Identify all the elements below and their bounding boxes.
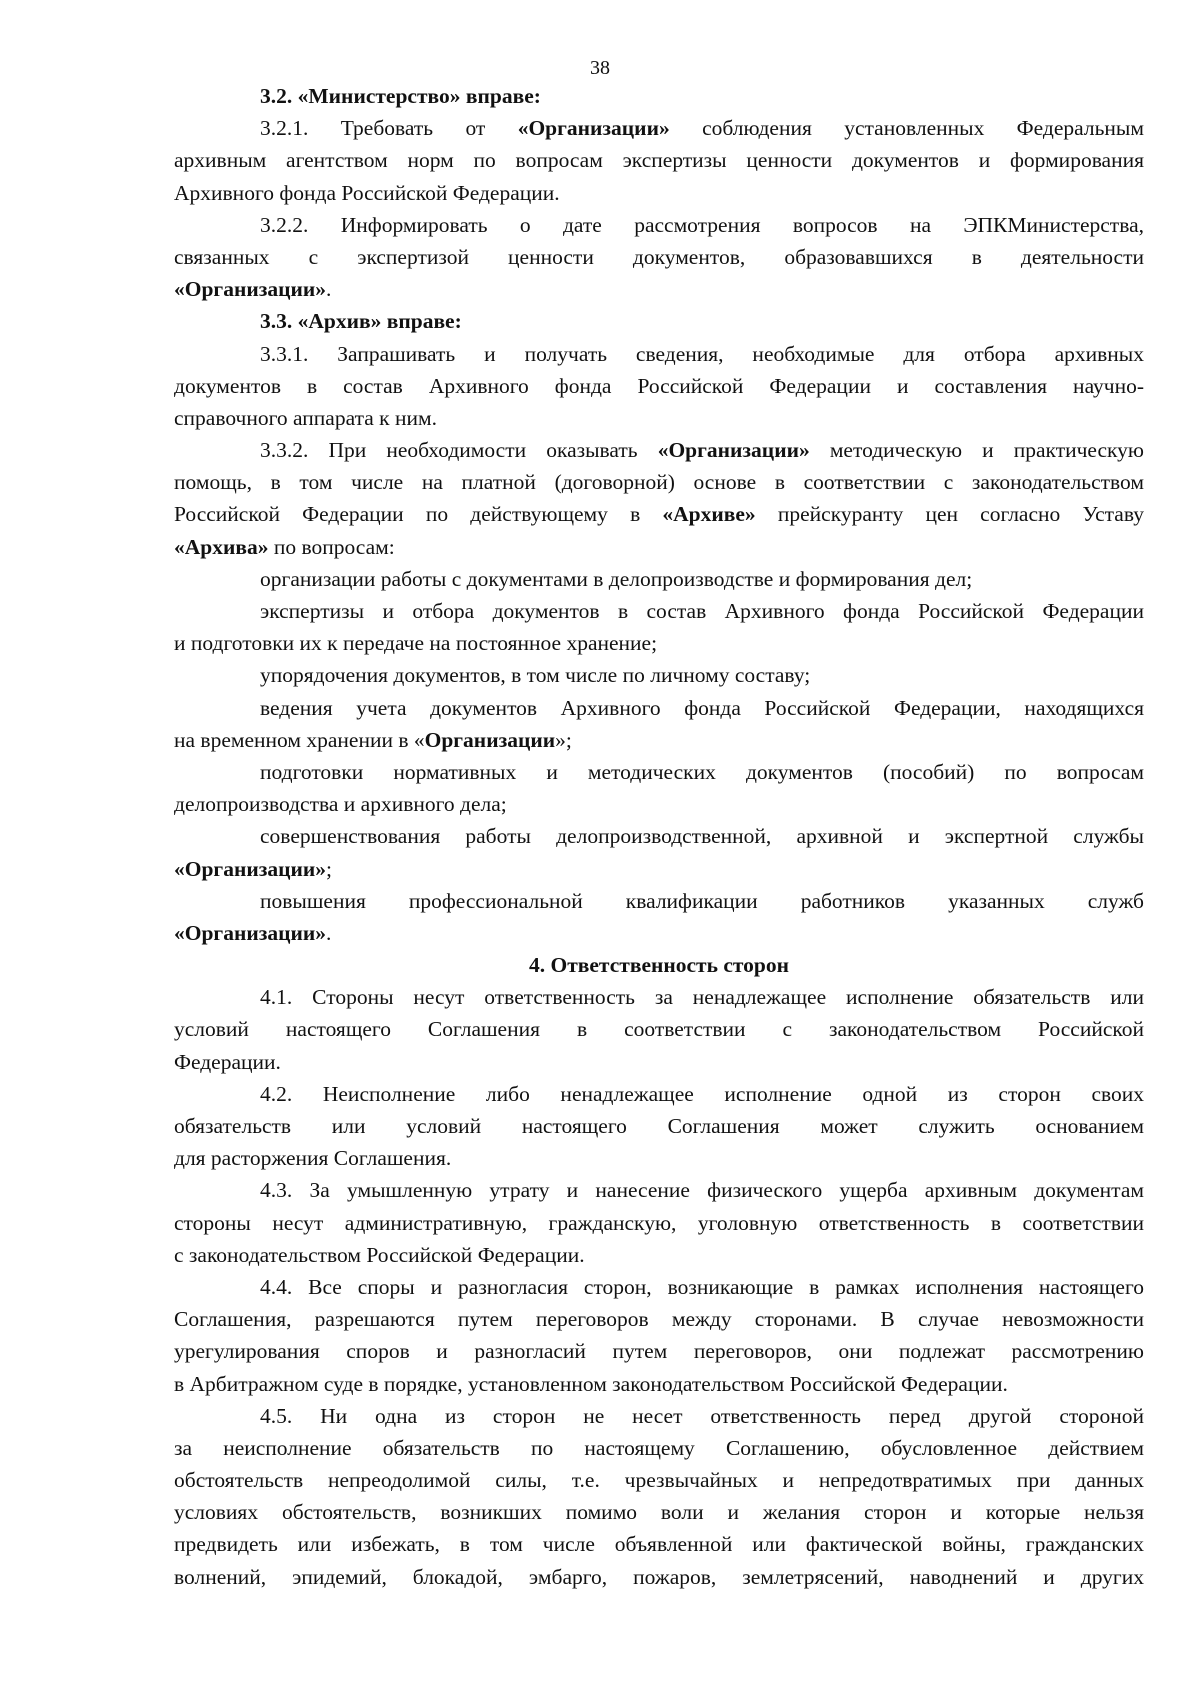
text-line: экспертизы и отбора документов в состав Архивного фонда Российской Федерации xyxy=(260,599,1144,623)
paragraph-list-6 xyxy=(174,820,1144,884)
text-line: Архивного фонда Российской Федерации. xyxy=(174,180,560,205)
text-line: на временном хранении в «Организации»; xyxy=(174,727,572,752)
text-line: 4. Ответственность сторон xyxy=(528,953,790,978)
text-line: обязательств или условий настоящего Соглашения может служить основанием xyxy=(174,1114,1144,1138)
paragraph-item-4-3 xyxy=(174,1174,1144,1271)
paragraph-heading-3-2 xyxy=(174,80,1144,112)
text-line: 3.3.1. Запрашивать и получать сведения, необходимые для отбора архивных xyxy=(260,341,1144,366)
text-line: и подготовки их к передаче на постоянное хранение; xyxy=(174,631,658,656)
text-line: урегулирования споров и разногласий путем переговоров, они подлежат рассмотрению xyxy=(174,1339,1144,1364)
text-line: условиях обстоятельств, возникших помимо воли и желания сторон и которые нельзя xyxy=(174,1500,1144,1525)
text-line: Федерации. xyxy=(174,1049,281,1074)
text-line: стороны несут административную, гражданскую, уголовную ответственность в соответствии xyxy=(174,1210,1144,1235)
paragraph-list-2 xyxy=(174,595,1144,659)
paragraph-list-5 xyxy=(174,756,1144,820)
text-line: документов в состав Архивного фонда Российской Федерации и составления научно- xyxy=(174,373,1144,398)
text-line: «Организации». xyxy=(174,277,332,302)
paragraph-item-4-4 xyxy=(174,1271,1144,1400)
text-line: Соглашения, разрешаются путем переговоров между сторонами. В случае невозможности xyxy=(174,1307,1144,1332)
paragraph-section-4-title xyxy=(174,949,1144,981)
text-line: 3.3. «Архив» вправе: xyxy=(260,309,462,334)
text-line: условий настоящего Соглашения в соответствии с законодательством Российской xyxy=(174,1017,1144,1042)
text-line: помощь, в том числе на платной (договорной) основе в соответствии с законодательством xyxy=(174,470,1144,495)
text-line: организации работы с документами в делопроизводстве и формирования дел; xyxy=(260,566,973,591)
text-line: предвидеть или избежать, в том числе объявленной или фактической войны, гражданских xyxy=(174,1532,1144,1557)
paragraph-list-1 xyxy=(174,563,1144,595)
text-line: справочного аппарата к ним. xyxy=(174,405,437,430)
text-line: 4.4. Все споры и разногласия сторон, возникающие в рамках исполнения настоящего xyxy=(260,1274,1144,1299)
text-line: 3.2.1. Требовать от «Организации» соблюдения установленных Федеральным xyxy=(260,116,1144,141)
text-line: с законодательством Российской Федерации. xyxy=(174,1242,585,1267)
paragraph-item-3-3-2 xyxy=(174,434,1144,563)
text-line: подготовки нормативных и методических документов (пособий) по вопросам xyxy=(260,759,1144,784)
paragraph-item-3-3-1 xyxy=(174,338,1144,435)
paragraph-heading-3-3 xyxy=(174,305,1144,337)
text-line: в Арбитражном суде в порядке, установленном законодательством Российской Федерации. xyxy=(174,1371,1008,1396)
paragraph-list-4 xyxy=(174,692,1144,756)
paragraph-item-3-2-2 xyxy=(174,209,1144,306)
paragraph-item-3-2-1 xyxy=(174,112,1144,209)
text-line: 3.2.2. Информировать о дате рассмотрения вопросов на ЭПКМинистерства, xyxy=(260,212,1144,237)
text-line: «Организации». xyxy=(174,920,332,945)
text-line: волнений, эпидемий, блокадой, эмбарго, пожаров, землетрясений, наводнений и других xyxy=(174,1564,1144,1589)
document-body xyxy=(174,80,1144,1593)
text-line: 3.2. «Министерство» вправе: xyxy=(260,84,541,108)
text-line: обстоятельств непреодолимой силы, т.е. чрезвычайных и непредотвратимых при данных xyxy=(174,1468,1144,1493)
paragraph-list-3 xyxy=(174,659,1144,691)
text-line: для расторжения Соглашения. xyxy=(174,1146,452,1171)
text-line: Российской Федерации по действующему в «Архиве» прейскуранту цен согласно Уставу xyxy=(174,502,1144,527)
text-line: совершенствования работы делопроизводственной, архивной и экспертной службы xyxy=(260,824,1144,849)
text-line: 4.2. Неисполнение либо ненадлежащее исполнение одной из сторон своих xyxy=(260,1081,1144,1106)
paragraph-item-4-2 xyxy=(174,1078,1144,1175)
page-number: 38 xyxy=(590,57,610,79)
text-line: 4.1. Стороны несут ответственность за ненадлежащее исполнение обязательств или xyxy=(260,985,1144,1010)
paragraph-list-7 xyxy=(174,885,1144,949)
text-line: «Архива» по вопросам: xyxy=(174,534,395,559)
text-line: повышения профессиональной квалификации работников указанных служб xyxy=(260,888,1144,913)
text-line: «Организации»; xyxy=(174,856,333,881)
paragraph-item-4-1 xyxy=(174,981,1144,1078)
paragraph-item-4-5 xyxy=(174,1400,1144,1593)
text-line: архивным агентством норм по вопросам экспертизы ценности документов и формирования xyxy=(174,148,1144,173)
text-line: ведения учета документов Архивного фонда Российской Федерации, находящихся xyxy=(260,695,1144,720)
text-line: делопроизводства и архивного дела; xyxy=(174,792,507,817)
text-line: за неисполнение обязательств по настоящему Соглашению, обусловленное действием xyxy=(174,1435,1144,1460)
text-line: 3.3.2. При необходимости оказывать «Организации» методическую и практическую xyxy=(260,438,1144,463)
text-line: 4.3. За умышленную утрату и нанесение физического ущерба архивным документам xyxy=(260,1178,1144,1203)
text-line: упорядочения документов, в том числе по личному составу; xyxy=(260,663,811,688)
text-line: 4.5. Ни одна из сторон не несет ответственность перед другой стороной xyxy=(260,1403,1144,1428)
text-line: связанных с экспертизой ценности документов, образовавшихся в деятельности xyxy=(174,244,1144,269)
